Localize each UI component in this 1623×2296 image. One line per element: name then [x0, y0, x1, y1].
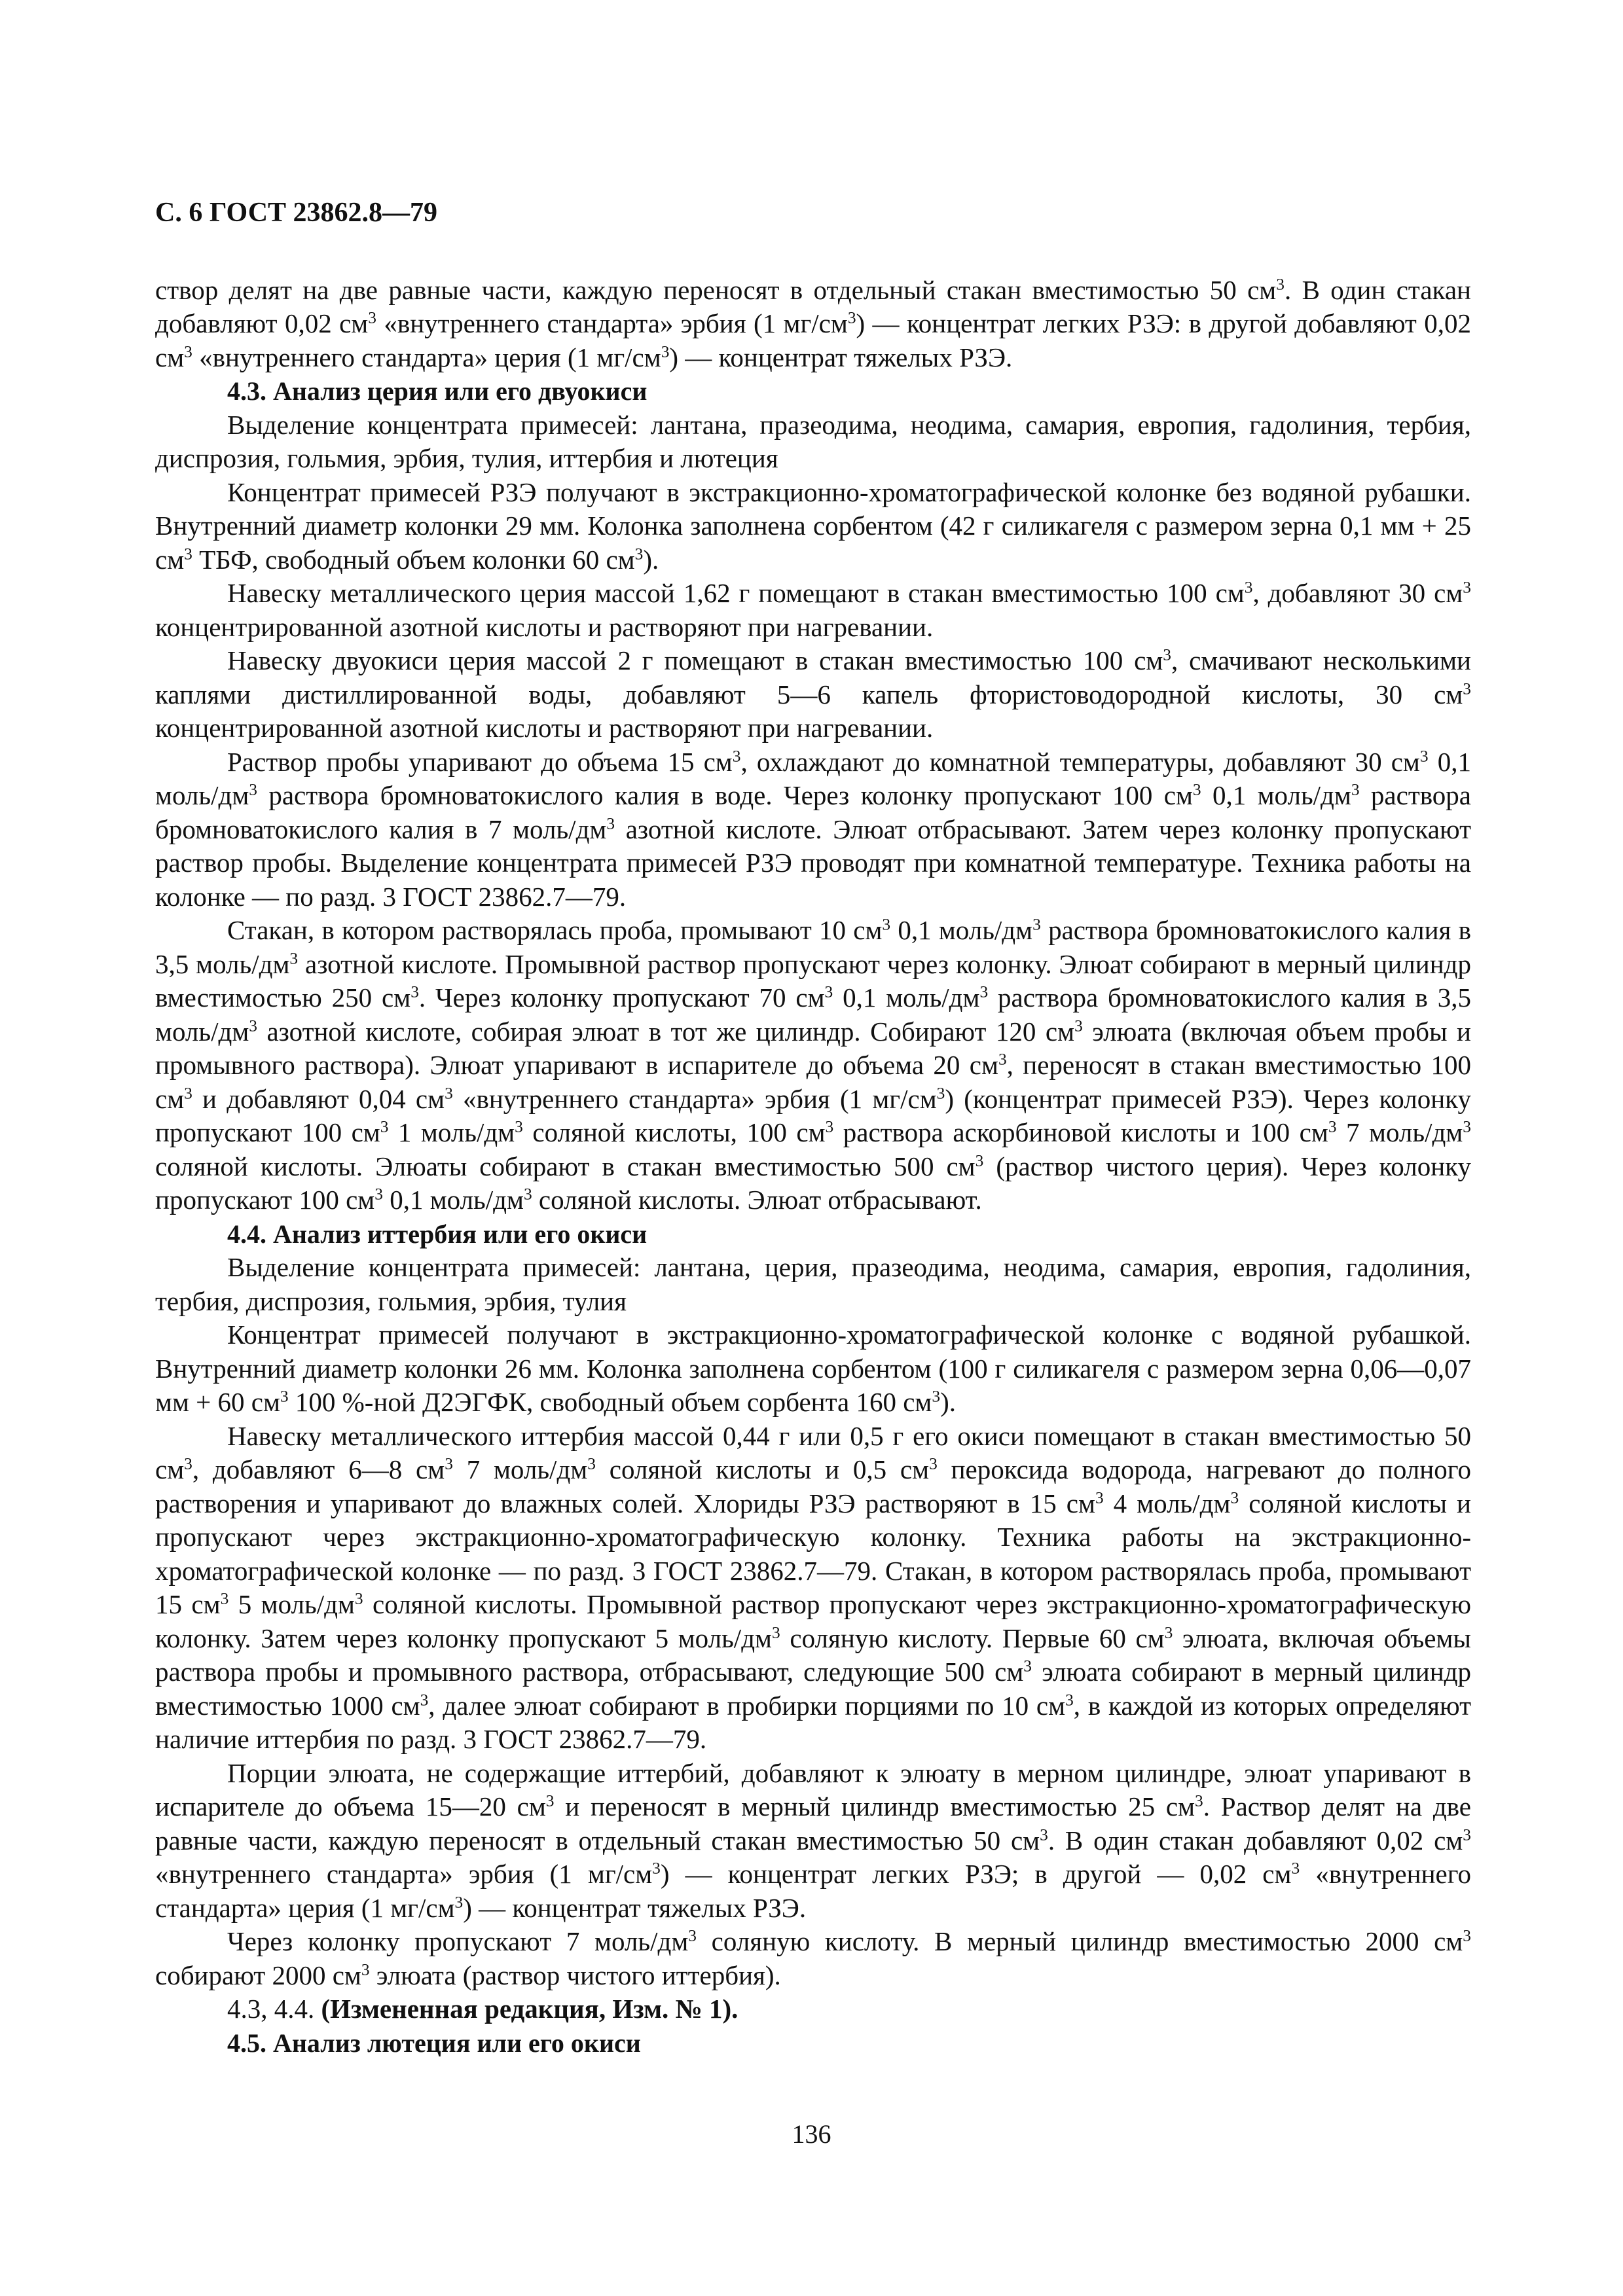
paragraph: Концентрат примесей РЗЭ получают в экстракционно-хроматографической колонке без водяной рубашки. Внутренний диаметр колонки 29 мм. Колонка заполнена сорбентом (42 г силикагеля с размером зерна 0,1 мм + 25 $см^3$ ТБФ, свободный объем колонки 60 $см^3$).	[155, 476, 1471, 575]
paragraph: Навеску двуокиси церия массой 2 г помещают в стакан вместимостью 100 $см^3$, смачивают несколькими каплями дистиллированной воды, добавляют 5—6 капель фтористоводородной кислоты, 30 $см^3$ концентрированной азотной кислоты и растворяют при нагревании.	[155, 645, 1471, 743]
page-number: 136	[792, 2119, 831, 2149]
paragraph: Раствор пробы упаривают до объема 15 $см^3$, охлаждают до комнатной температуры, добавляют 30 $см^3$ 0,1 моль/$дм^3$ раствора бромноватокислого калия в воде. Через колонку пропускают 100 $см^3$ 0,1 моль/$дм^3$ раствора бромноватокислого калия в 7 моль/$дм^3$ азотной кислоте. Элюат отбрасывают. Затем через колонку пропускают раствор пробы. Выделение концентрата примесей РЗЭ проводят при комнатной температуре. Техника работы на колонке — по разд. 3 ГОСТ 23862.7—79.	[155, 746, 1472, 912]
paragraph-continued: створ делят на две равные части, каждую переносят в отдельный стакан вместимостью 50 $см^3$. В один стакан добавляют 0,02 $см^3$ «внутреннего стандарта» эрбия (1 $мг/см^3$) — концентрат легких РЗЭ: в другой добавляют 0,02 $см^3$ «внутреннего стандарта» церия (1 $мг/см^3$) — концентрат тяжелых РЗЭ.	[155, 274, 1471, 372]
paragraph: Выделение концентрата примесей: лантана, празеодима, неодима, самария, европия, гадолиния, тербия, диспрозия, гольмия, эрбия, тулия, иттербия и лютеция	[155, 409, 1471, 473]
paragraph: Концентрат примесей получают в экстракционно-хроматографической колонке с водяной рубашкой. Внутренний диаметр колонки 26 мм. Колонка заполнена сорбентом (100 г силикагеля с размером зерна 0,06—0,07 мм + 60 $см^3$ 100 %-ной Д2ЭГФК, свободный объем сорбента 160 $см^3$).	[155, 1319, 1471, 1417]
document-body	[155, 274, 1471, 2060]
section-heading-4-3: 4.3. Анализ церия или его двуокиси	[227, 376, 647, 406]
paragraph: Стакан, в котором растворялась проба, промывают 10 $см^3$ 0,1 моль/$дм^3$ раствора бромноватокислого калия в 3,5 моль/$дм^3$ азотной кислоте. Промывной раствор пропускают через колонку. Элюат собирают в мерный цилиндр вместимостью 250 $см^3$. Через колонку пропускают 70 $см^3$ 0,1 моль/$дм^3$ раствора бромноватокислого калия в 3,5 моль/$дм^3$ азотной кислоте, собирая элюат в тот же цилиндр. Собирают 120 $см^3$ элюата (включая объем пробы и промывного раствора). Элюат упаривают в испарителе до объема 20 $см^3$, переносят в стакан вместимостью 100 $см^3$ и добавляют 0,04 $см^3$ «внутреннего стандарта» эрбия (1 $мг/см^3$) (концентрат примесей РЗЭ). Через колонку пропускают 100 $см^3$ 1 моль/$дм^3$ соляной кислоты, 100 $см^3$ раствора аскорбиновой кислоты и 100 $см^3$ 7 моль/$дм^3$ соляной кислоты. Элюаты собирают в стакан вместимостью 500 $см^3$ (раствор чистого церия). Через колонку пропускают 100 $см^3$ 0,1 моль/$дм^3$ соляной кислоты. Элюат отбрасывают.	[155, 915, 1472, 1215]
amendment-note: 4.3, 4.4. (Измененная редакция, Изм. № 1).	[227, 1994, 739, 2024]
paragraph: Навеску металлического иттербия массой 0,44 г или 0,5 г его окиси помещают в стакан вместимостью 50 $см^3$, добавляют 6—8 $см^3$ 7 моль/$дм^3$ соляной кислоты и 0,5 $см^3$ пероксида водорода, нагревают до полного растворения и упаривают до влажных солей. Хлориды РЗЭ растворяют в 15 $см^3$ 4 моль/$дм^3$ соляной кислоты и пропускают через экстракционно-хроматографическую колонку. Техника работы на экстракционно-хроматографической колонке — по разд. 3 ГОСТ 23862.7—79. Стакан, в котором растворялась проба, промывают 15 $см^3$ 5 моль/$дм^3$ соляной кислоты. Промывной раствор пропускают через экстракционно-хроматографическую колонку. Затем через колонку пропускают 5 моль/$дм^3$ соляную кислоту. Первые 60 $см^3$ элюата, включая объемы раствора пробы и промывного раствора, отбрасывают, следующие 500 $см^3$ элюата собирают в мерный цилиндр вместимостью 1000 $см^3$, далее элюат собирают в пробирки порциями по 10 $см^3$, в каждой из которых определяют наличие иттербия по разд. 3 ГОСТ 23862.7—79.	[155, 1420, 1471, 1754]
page-header: С. 6 ГОСТ 23862.8—79	[155, 198, 438, 228]
paragraph: Через колонку пропускают 7 моль/$дм^3$ соляную кислоту. В мерный цилиндр вместимостью 2000 $см^3$ собирают 2000 $см^3$ элюата (раствор чистого иттербия).	[155, 1926, 1471, 1990]
document-page	[155, 196, 1471, 2060]
paragraph: Порции элюата, не содержащие иттербий, добавляют к элюату в мерном цилиндре, элюат упаривают в испарителе до объема 15—20 $см^3$ и переносят в мерный цилиндр вместимостью 25 $см^3$. Раствор делят на две равные части, каждую переносят в отдельный стакан вместимостью 50 $см^3$. В один стакан добавляют 0,02 $см^3$ «внутреннего стандарта» эрбия (1 $мг/см^3$) — концентрат легких РЗЭ; в другой — 0,02 $см^3$ «внутреннего стандарта» церия (1 $мг/см^3$) — концентрат тяжелых РЗЭ.	[155, 1757, 1472, 1923]
section-heading-4-4: 4.4. Анализ иттербия или его окиси	[227, 1219, 647, 1249]
section-heading-4-5: 4.5. Анализ лютеция или его окиси	[227, 2028, 641, 2058]
paragraph: Выделение концентрата примесей: лантана, церия, празеодима, неодима, самария, европия, гадолиния, тербия, диспрозия, гольмия, эрбия, тулия	[155, 1252, 1471, 1316]
paragraph: Навеску металлического церия массой 1,62 г помещают в стакан вместимостью 100 $см^3$, добавляют 30 $см^3$ концентрированной азотной кислоты и растворяют при нагревании.	[155, 578, 1471, 642]
amendment-label: (Измененная редакция, Изм. № 1).	[321, 1994, 739, 2024]
